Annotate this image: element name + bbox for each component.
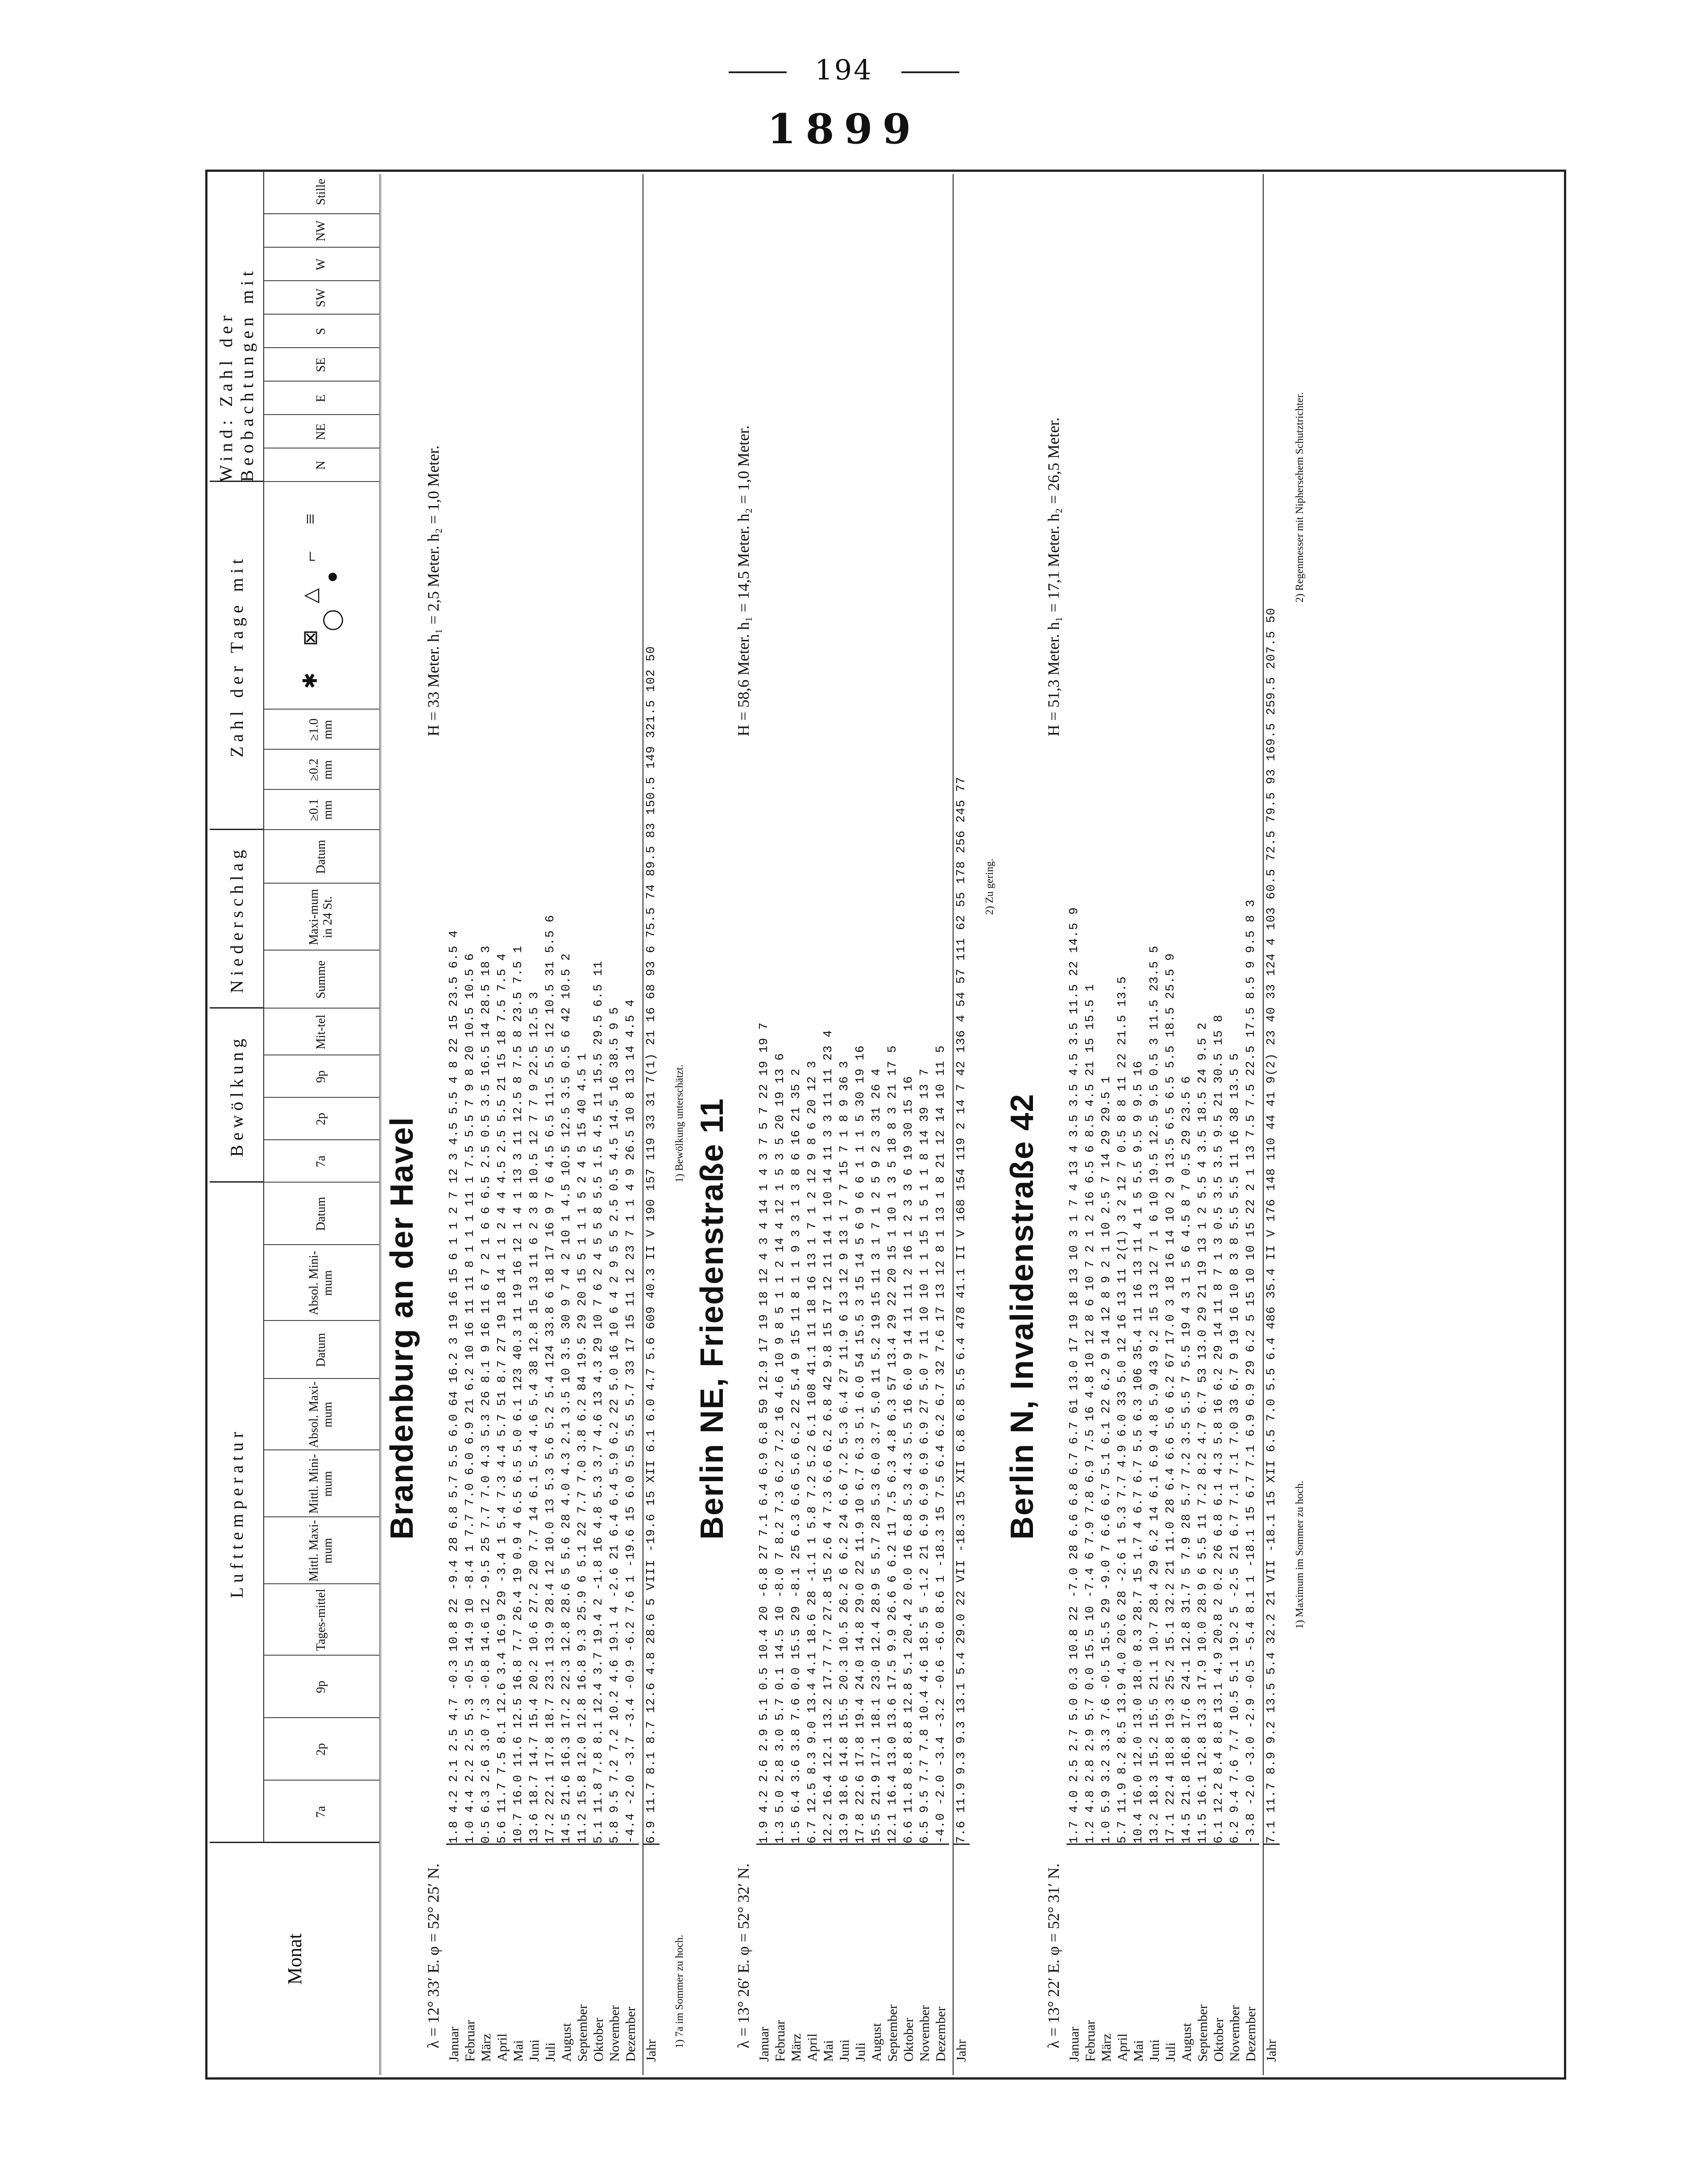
row-values: 1.8 4.2 2.1 2.5 4.7 -0.3 10.8 22 -9.4 28 6.8 5.7 5.5 6.0 64 16.2 3 19 16 15 6 1 1 2 7 12 3 4.5 5.5 4 8 22 15 23.5 6.5 4: [448, 930, 461, 1844]
month-label: Februar: [462, 1844, 478, 2075]
table-row: [869, 174, 885, 2075]
row-values: 13.2 18.3 15.2 15.5 21.1 10.7 28.4 29 6.2 14 6.1 6.9 4.8 5.9 43 9.2 15 13 12 7 1 6 10 19.5 12.5 9.5 0.5 3 11.5 23.5 5: [1148, 945, 1161, 1844]
row-values: 7.1 11.7 8.9 9.2 13.5 5.4 32.2 21 VII -18.1 15 XII 6.5 7.0 5.5 6.4 486 35.4 II V 176 148 110 44 41 9(2) 23 40 33 124 4 103 60.5 72.5 79.5 93 169.5 259.5 207.5 50: [1265, 607, 1278, 1844]
row-values: 11.2 15.8 12.0 12.8 16.8 9.3 25.9 6 5.1 22 7.7 7.0 3.8 6.2 84 19.5 29 20 15 5 1 1 1 5 2 4 5 15 40 4.5 1: [576, 1053, 589, 1844]
subcol-9p: 9p: [263, 1655, 379, 1718]
month-label: Juli: [1163, 1844, 1179, 2075]
table-row: [1147, 174, 1163, 2075]
month-label: Mai: [510, 1844, 527, 2075]
subcol-symbols: ✱ ⊠ △ ⌐ ≡ ◯ ●: [263, 481, 379, 710]
month-label: April: [1115, 1844, 1131, 2075]
table-row: [1243, 174, 1259, 2075]
station-title: Berlin NE, Friedenstraße 11: [694, 1097, 730, 1540]
month-label: März: [478, 1844, 494, 2075]
station-coords: λ = 13° 22′ E. φ = 52° 31′ N.: [1045, 1863, 1062, 2048]
month-label: Februar: [772, 1844, 788, 2075]
subcol-mittl-min: Mittl. Mini-mum: [263, 1449, 379, 1517]
table-row: [917, 174, 933, 2075]
month-label: Mai: [1131, 1844, 1147, 2075]
table-row: [575, 174, 591, 2075]
header-niederschlag: Niederschlag: [210, 829, 264, 1009]
table-row: [1163, 174, 1179, 2075]
subcol-se: SE: [263, 347, 379, 382]
table-row: [805, 174, 821, 2075]
row-values: 1.2 4.8 2.8 2.9 5.7 0.0 15.5 10 -7.4 6 7.9 7.8 6.9 7.5 16 4.8 10 12 8 6 10 7 2 1 2 16 6.5 6 8.5 4.5 21 15 15.5 1: [1084, 984, 1097, 1844]
month-label: Januar: [756, 1844, 772, 2075]
table-row: [1195, 174, 1211, 2075]
station-title: Berlin N, Invalidenstraße 42: [1004, 1093, 1040, 1540]
header-lufttemperatur: Lufttemperatur: [210, 1181, 264, 1843]
station-table: [756, 174, 970, 2075]
row-values: 17.2 22.1 17.8 18.7 23.1 13.9 28.4 12 10.0 13 5.3 5.6 5.2 5.4 124 33.8 6 18 17 16 9 7 6 4.5 6.5 11.5 5.5 12 10.5 31 5.5 6: [544, 914, 557, 1844]
table-row: [494, 174, 510, 2075]
subcol-datum-min: Datum: [263, 1182, 379, 1245]
header-wind: Wind: Zahl der Beobachtungen mit: [210, 170, 264, 482]
month-label: April: [805, 1844, 821, 2075]
row-values: 6.7 12.5 8.3 9.0 13.4 4.1 18.6 28 -1.1 1 5.8 7.2 5.2 6.1 108 41.1 11 18 16 13 1 7 1 2 12 9 8 6 20 12 3: [806, 1060, 819, 1844]
month-label: Jahr: [643, 1844, 659, 2075]
row-values: 13.6 18.7 14.7 15.4 20.2 10.6 27.2 20 7.7 14 6.1 5.4 4.6 5.4 38 12.8 15 13 11 6 2 3 8 10.5 12 7 7 9 22.5 12.5 3: [528, 991, 541, 1844]
table-row: [1211, 174, 1227, 2075]
row-values: 1.9 4.2 2.6 2.9 5.1 0.5 10.4 20 -6.8 27 7.1 6.4 6.9 6.8 59 12.9 17 19 18 12 4 3 4 14 1 4 3 7 5 7 22 19 19 7: [758, 1022, 771, 1844]
subcol-mittl-max: Mittl. Maxi-mum: [263, 1516, 379, 1584]
month-label: Juni: [1147, 1844, 1163, 2075]
month-label: Jahr: [954, 1844, 970, 2075]
subcol-ge-02: ≥0.2 mm: [263, 749, 379, 790]
table-row: [1115, 174, 1131, 2075]
row-values: 6.2 9.4 7.6 7.7 10.5 5.1 19.2 5 -2.5 21 6.7 7.1 7.1 7.0 33 6.7 9 19 16 10 8 3 8 5.5 5.5 11 16 38 13.5 5: [1228, 1053, 1242, 1844]
subcol-maximum-24: Maxi-mum in 24 St.: [263, 883, 379, 951]
table-row: [821, 174, 837, 2075]
row-values: 6.5 9.5 7.7 7.8 10.4 4.6 18.5 5 -1.2 21 6.9 6.9 6.9 6.9 27 5.0 7 11 10 10 1 1 15 1 5 1 1 8 14 39 13 7: [918, 1068, 932, 1844]
subcol-e: E: [263, 381, 379, 415]
subcol-n: N: [263, 448, 379, 482]
row-values: 6.9 11.7 8.1 8.7 12.6 4.8 28.6 5 VIII -19.6 15 XII 6.1 6.0 4.7 5.6 609 40.3 II V 190 157 119 33 31 7(1) 21 16 68 93 6 75.5 74 89.5 83 150.5 149 321.5 102 50: [645, 646, 658, 1844]
page-number: [0, 54, 1688, 86]
row-values: 10.7 16.0 11.6 12.5 16.8 7.7 26.4 19 0.9 4 6.5 6.5 5.0 6.1 123 40.3 11 19 16 12 1 4 1 13 3 11 12.5 8 7.5 8 23.5 7.5 1: [512, 945, 525, 1844]
row-values: 17.8 22.6 17.8 19.4 24.0 14.8 29.0 22 11.9 10 6.7 6.3 5.1 6.0 54 15.5 3 15 14 5 6 9 6 6 1 1 1 5 30 19 16: [854, 1045, 867, 1844]
month-label: August: [1179, 1844, 1195, 2075]
month-label: Juni: [837, 1844, 853, 2075]
table-row: [1082, 174, 1099, 2075]
table-frame: [205, 170, 1566, 2080]
row-values: 0.5 6.3 2.6 3.0 7.3 -0.8 14.6 12 -9.5 25 7.7 7.0 4.3 5.3 26 8.1 9 16 11 6 7 2 1 6 6 6.5 2.5 0.5 3.5 16.5 14 28.5 18 3: [480, 945, 493, 1844]
row-values: -4.0 -2.0 -3.4 -3.2 -0.6 -6.0 8.6 1 -18.3 15 7.5 6.4 6.2 6.7 32 7.6 17 13 12 8 1 13 1 8 21 12 14 10 11 5: [934, 1045, 948, 1844]
header-monat: Monat: [210, 1842, 379, 2075]
row-values: 6.6 11.8 8.8 8.8 12.8 5.1 20.4 2 0.0 16 6.8 5.3 4.3 5.5 16 6.0 9 14 11 11 2 16 1 2 3 3 6 19 30 15 16: [902, 1075, 916, 1844]
table-row: [1227, 174, 1243, 2075]
table-header: [210, 174, 381, 2075]
month-label: Januar: [1066, 1844, 1082, 2075]
subcol-ge-10: ≥1.0 mm: [263, 709, 379, 750]
table-row: [510, 174, 527, 2075]
month-label: Oktober: [591, 1844, 607, 2075]
row-values: 14.5 21.6 16.3 17.2 22.3 12.8 28.6 5 5.6 28 4.0 4.3 2.1 3.5 10 3.5 30 9 7 4 2 10 1 4.5 10.5 12.5 3.5 0.5 6 42 10.5 2: [560, 953, 573, 1844]
year-title: 1899: [767, 105, 921, 153]
month-label: September: [575, 1844, 591, 2075]
table-row: [853, 174, 869, 2075]
subcol-bew-9p: 9p: [263, 1055, 379, 1098]
section-berlin-n: [1004, 174, 1397, 2075]
station-coords: λ = 12° 33′ E. φ = 52° 25′ N.: [424, 1863, 442, 2048]
table-row: [885, 174, 901, 2075]
month-label: März: [788, 1844, 805, 2075]
row-values: 5.8 9.5 7.2 7.2 10.2 4.6 19.1 4 -2.6 21 6.4 6.4 5.9 6.2 22 5.0 16 10 6 4 2 9 5 5 2.5 0.5 4.5 14.5 16 38.5 9 5: [608, 1007, 622, 1844]
month-label: Dezember: [933, 1844, 949, 2075]
month-label: Juli: [853, 1844, 869, 2075]
subcol-absol-max: Absol. Maxi-mum: [263, 1378, 379, 1450]
subcol-bew-mittel: Mit-tel: [263, 1008, 379, 1055]
table-row: [756, 174, 772, 2075]
table-row: [559, 174, 575, 2075]
month-label: April: [494, 1844, 510, 2075]
subcol-ge-01: ≥0.1 mm: [263, 789, 379, 830]
row-values: 1.7 4.0 2.5 2.7 5.0 0.3 10.8 22 -7.0 28 6.6 6.8 6.7 6.7 61 13.0 17 19 18 13 10 3 1 7 4 13 4 3.5 3.5 4.5 3.5 11.5 22 14.5 9: [1068, 907, 1081, 1844]
row-values: 1.0 4.4 2.2 2.5 5.3 -0.5 14.9 10 -8.4 1 7.7 7.0 6.0 6.9 21 6.2 10 16 11 11 8 1 1 1 11 1 7.5 5.5 7 9 8 20 10.5 10.5 6: [464, 953, 477, 1844]
subcol-absol-min: Absol. Mini-mum: [263, 1244, 379, 1321]
subcol-datum-nied: Datum: [263, 829, 379, 884]
table-row: [1099, 174, 1115, 2075]
table-row: [462, 174, 478, 2075]
subcol-sw: SW: [263, 280, 379, 315]
row-values: 14.5 21.8 16.8 17.6 24.1 12.8 31.7 5 7.9 28 5.7 7.2 3.5 5.5 7 5.5 19 4 3 1 5 6 4.5 8 7 0.5 29 23.5 6: [1180, 1075, 1194, 1844]
table-row: [607, 174, 623, 2075]
station-table: [1066, 174, 1280, 2075]
station-title: Brandenburg an der Havel: [384, 1116, 420, 1540]
rotated-table: [205, 170, 1566, 2080]
row-values: 12.2 16.4 12.1 13.2 17.7 7.7 27.8 15 2.6 4 7.3 6.6 6.2 6.8 42 9.8 15 17 12 11 14 1 10 14 11 3 3 11 11 23 4: [822, 1030, 835, 1844]
row-values: 5.1 11.8 7.8 8.1 12.4 3.7 19.4 2 -1.8 16 4.8 5.3 3.7 4.6 13 4.3 29 10 7 6 2 4 5 5 8 5.5 1.5 4.5 11 15.5 29.5 6.5 11: [592, 960, 606, 1844]
footnote-bewoelkung: 1) Bewölkung unterschätzt.: [674, 1064, 685, 1183]
footnote-regenmesser: 2) Regenmesser mit Niphersehem Schutztrichter.: [1294, 392, 1306, 602]
month-label: August: [869, 1844, 885, 2075]
table-row: [933, 174, 949, 2075]
month-label: Oktober: [1211, 1844, 1227, 2075]
table-row: [1131, 174, 1147, 2075]
page-number-text: 194: [815, 54, 873, 86]
station-table: [446, 174, 659, 2075]
footnote-7a: 1) 7a im Sommer zu hoch.: [674, 1935, 685, 2048]
table-row: [527, 174, 543, 2075]
footnote-maximum: 1) Maximum im Sommer zu hoch.: [1294, 1481, 1306, 1629]
row-values: 5.6 11.7 7.5 8.1 12.6 3.4 16.9 29 -3.4 1 5.4 7.3 4.4 5.7 51 8.7 27 19 18 14 1 1 2 4 4 4.5 2.5 5.5 21 15 18 7.5 7.5 4: [496, 953, 509, 1844]
table-row-jahr: [953, 174, 970, 2075]
header-tage: Zahl der Tage mit: [210, 481, 264, 830]
month-label: Oktober: [901, 1844, 917, 2075]
table-row: [1179, 174, 1195, 2075]
header-bewoelkung: Bewölkung: [210, 1007, 264, 1183]
subcol-tagesmittel: Tages-mittel: [263, 1583, 379, 1656]
subcol-w: W: [263, 247, 379, 281]
month-label: November: [917, 1844, 933, 2075]
row-values: 5.7 11.9 8.2 8.5 13.9 4.0 20.6 28 -2.6 1 5.3 7.7 4.9 6.0 33 5.0 12 16 13 11 2(1) 3 2 12 7 0.5 8 8 11 22 21.5 13.5: [1116, 976, 1129, 1844]
month-label: Juli: [543, 1844, 559, 2075]
table-row: [837, 174, 853, 2075]
month-label: Dezember: [623, 1844, 639, 2075]
table-row: [591, 174, 607, 2075]
month-label: August: [559, 1844, 575, 2075]
subcol-summe: Summe: [263, 950, 379, 1009]
table-row: [1066, 174, 1082, 2075]
month-label: Februar: [1082, 1844, 1099, 2075]
dash-left: [729, 71, 787, 73]
station-heights: H = 58,6 Meter. h₁ = 14,5 Meter. h₂ = 1,0 Meter.: [734, 425, 752, 736]
table-row: [788, 174, 805, 2075]
table-row: [772, 174, 788, 2075]
station-heights: H = 33 Meter. h₁ = 2,5 Meter. h₂ = 1,0 Meter.: [424, 445, 442, 736]
subcol-bew-7a: 7a: [263, 1139, 379, 1183]
row-values: -4.4 -2.0 -3.7 -3.4 -0.9 -6.2 7.6 1 -19.6 15 6.0 5.5 5.5 5.7 33 17 15 11 12 23 7 1 1 4 9 26.5 10 8 13 14 4.5 4: [624, 999, 638, 1844]
station-heights: H = 51,3 Meter. h₁ = 17,1 Meter. h₂ = 26,5 Meter.: [1045, 417, 1062, 736]
table-row-jahr: [1263, 174, 1280, 2075]
row-values: 17.1 22.4 18.8 19.3 25.2 15.1 32.2 21 11.0 28 6.4 6.6 5.6 6.2 67 17.0 3 18 16 14 10 2 9 13.5 6.5 6.5 5.5 18.5 25.5 9: [1164, 953, 1178, 1844]
row-values: 11.5 16.1 12.8 13.3 17.9 10.0 28.9 6 5.5 11 7.2 8.2 4.7 6.7 53 13.0 29 21 19 13 1 2 5.5 4 3.5 18.5 24 9.5 2: [1196, 1022, 1210, 1844]
subcol-stille: Stille: [314, 179, 328, 205]
footnote-zu-gering: 2) Zu gering.: [984, 859, 995, 915]
subcol-bew-2p: 2p: [263, 1097, 379, 1140]
month-label: November: [607, 1844, 623, 2075]
subcol-2p: 2p: [263, 1717, 379, 1781]
subcol-datum-max: Datum: [263, 1320, 379, 1379]
row-values: 1.0 5.9 3.2 3.3 7.6 -0.5 15.5 29 -9.0 7 6.6 6.7 5.1 6.1 22 6.2 9 14 12 8 9 2 1 10 2.5 7 14 29 29.5 1: [1100, 1075, 1113, 1844]
row-values: 6.1 12.2 8.4 8.8 13.1 4.9 20.8 2 0.2 26 6.8 6.1 4.3 5.8 16 6.2 29 14 11 8 7 1 3 0.5 3.5 3.5 9.5 21 30.5 15 8: [1212, 1014, 1226, 1844]
table-row: [901, 174, 917, 2075]
subcol-nw: NW: [263, 213, 379, 248]
row-values: 7.6 11.9 9.3 9.3 13.1 5.4 29.0 22 VII -18.3 15 XII 6.8 6.8 5.5 6.4 478 41.1 II V 168 154 119 2 14 7 42 136 4 54 57 111 62 55 178 256 245 77: [955, 776, 968, 1844]
row-values: 1.5 6.4 3.6 3.8 7.6 0.0 15.5 29 -8.1 25 6.3 6.6 5.6 6.2 22 5.4 9 15 11 8 1 1 9 3 3 1 3 8 6 16 21 35 2: [790, 1068, 803, 1844]
row-values: 1.3 5.0 2.8 3.0 5.7 0.1 14.5 10 -8.0 7 8.2 7.3 6.2 7.2 16 4.6 10 9 8 5 1 1 2 14 4 12 1 5 3 5 20 19 13 6: [774, 1053, 787, 1844]
month-label: März: [1099, 1844, 1115, 2075]
month-label: September: [1195, 1844, 1211, 2075]
month-label: Januar: [446, 1844, 462, 2075]
month-label: Juni: [527, 1844, 543, 2075]
table-row: [623, 174, 639, 2075]
month-label: Dezember: [1243, 1844, 1259, 2075]
month-label: Jahr: [1264, 1844, 1280, 2075]
row-values: 15.5 21.9 17.1 18.1 23.0 12.4 28.9 5 5.7 28 5.3 6.0 3.7 5.0 11 5.2 19 15 11 3 1 7 1 2 5 9 2 3 31 26 4: [870, 1068, 883, 1844]
row-values: 10.4 16.0 12.0 13.0 18.0 8.3 28.7 15 1.7 4 6.7 6.7 5.5 6.3 106 35.4 11 16 13 11 4 1 5 5.5 9.5 9 9.5 16: [1132, 1060, 1145, 1844]
month-label: November: [1227, 1844, 1243, 2075]
subcol-s: S: [263, 314, 379, 348]
row-values: 12.1 16.4 13.0 13.6 17.5 9.9 26.6 6 6.2 11 7.5 6.3 4.8 6.3 57 13.4 29 22 20 15 1 10 1 3 5 18 8 3 21 17 5: [886, 1045, 900, 1844]
month-label: September: [885, 1844, 901, 2075]
table-row-jahr: [643, 174, 659, 2075]
station-coords: λ = 13° 26′ E. φ = 52° 32′ N.: [734, 1863, 752, 2048]
month-label: Mai: [821, 1844, 837, 2075]
subcol-ne: NE: [263, 414, 379, 448]
table-row: [543, 174, 559, 2075]
row-values: -3.8 -2.0 -3.0 -2.9 -0.5 -5.4 8.1 1 -18.1 15 6.7 7.1 6.9 6.9 29 6.2 5 15 10 10 15 22 2 1 13 7.5 7.5 22.5 17.5 8.5 9 9.5 8 3: [1244, 899, 1258, 1844]
table-row: [446, 174, 462, 2075]
dash-right: [901, 71, 959, 73]
row-values: 13.9 18.6 14.8 15.5 20.3 10.5 26.2 6 6.2 24 6.6 7.2 5.3 6.4 27 11.9 6 13 12 9 13 1 7 7 15 7 1 8 9 36 3: [838, 1060, 851, 1844]
subcol-7a: 7a: [263, 1780, 379, 1843]
table-row: [478, 174, 494, 2075]
